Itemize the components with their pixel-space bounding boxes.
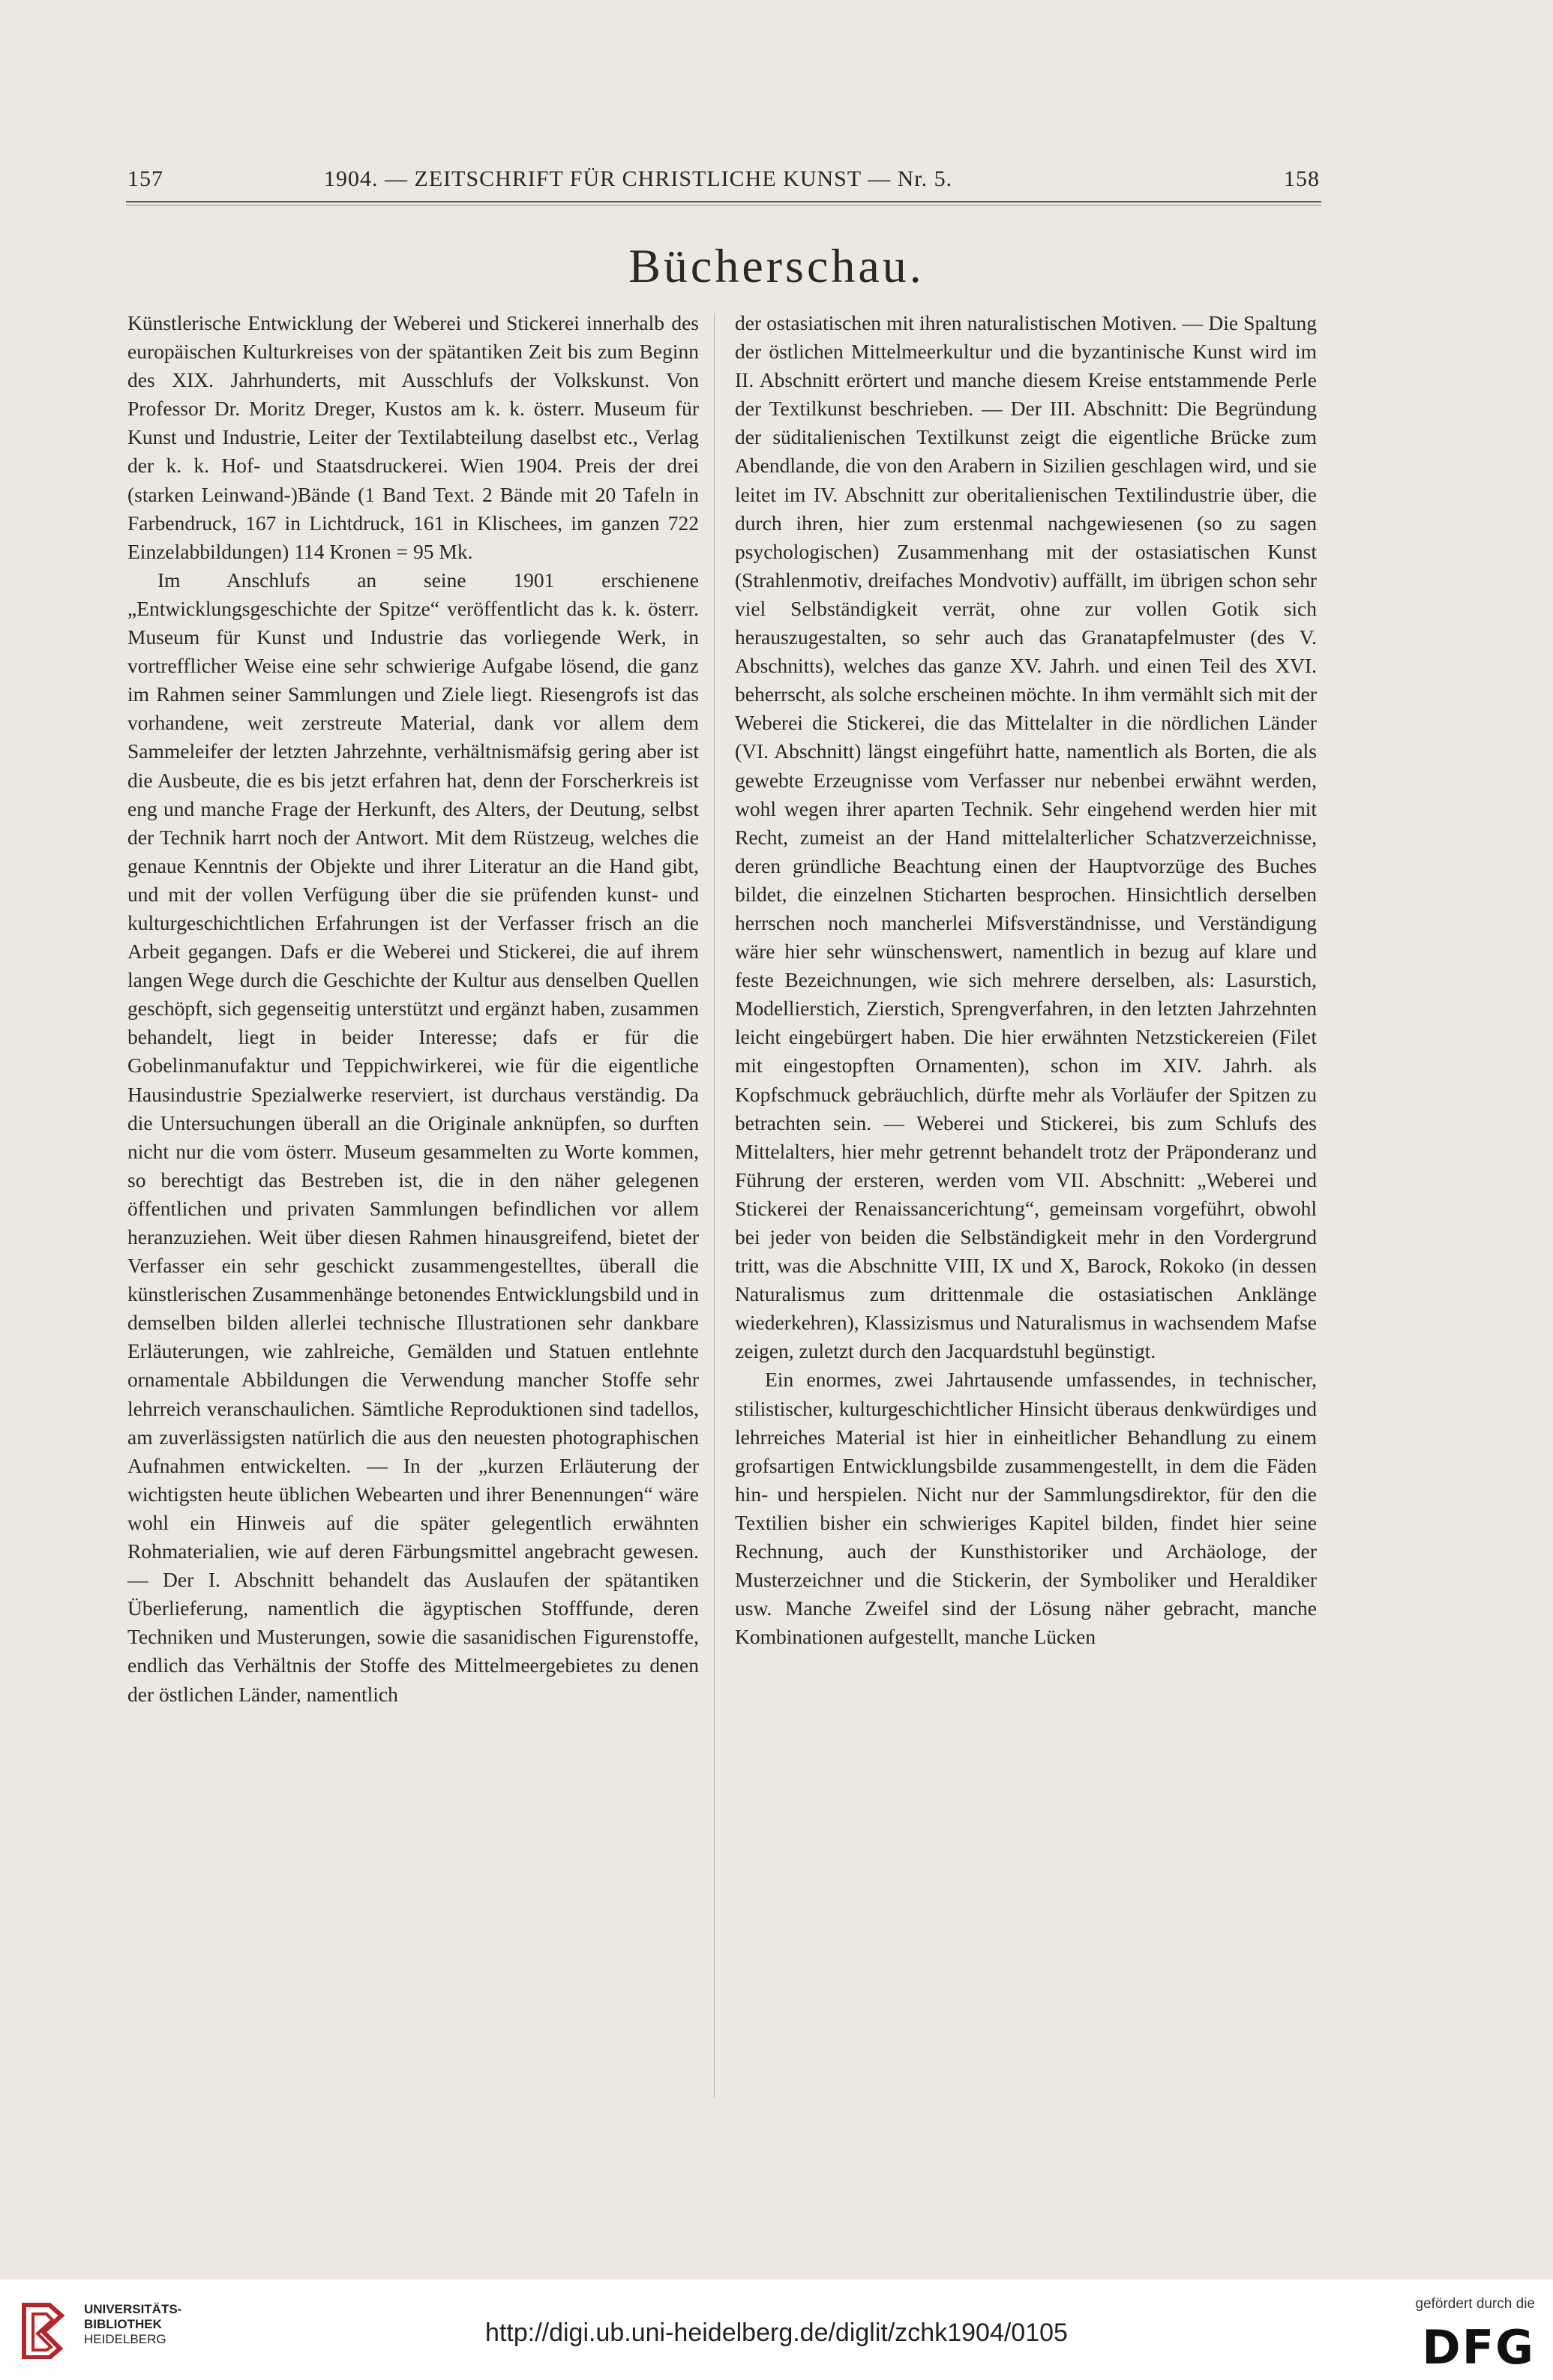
review-body-paragraph: Im Anschlufs an seine 1901 erschienene „Entwicklungsgeschichte der Spitze“ veröffentlicht das k. k. österr. Museum für Kunst und Industrie das vorliegende Werk, in vortrefflicher Weise eine sehr schwierige Aufgabe lösend, die ganz im Rahmen seiner Sammlungen und Ziele liegt. Riesengrofs ist das vorhandene, weit zerstreute Material, dank vor allem dem Sammeleifer der letzten Jahrzehnte, verhältnismäfsig gering aber ist die Ausbeute, die es bis jetzt erfahren hat, denn der Forscherkreis ist eng und manche Frage der Herkunft, des Alters, der Deutung, selbst der Technik harrt noch der Antwort. Mit dem Rüstzeug, welches die genaue Kenntnis der Objekte und ihrer Literatur an die Hand gibt, und mit der vollen Verfügung über die sie prüfenden kunst- und kulturgeschichtlichen Erfahrungen ist der Verfasser frisch an die Arbeit gegangen. Dafs er die Weberei und Stickerei, die auf ihrem langen Wege durch die Geschichte der Kultur aus denselben Quellen geschöpft, sich gegenseitig unterstützt und ergänzt haben, zusammen behandelt, liegt in beider Interesse; dafs er für die Gobelinmanufaktur und Teppichwirkerei, wie für die eigentliche Hausindustrie Spezialwerke reserviert, ist durchaus verständig. Da die Untersuchungen überall an die Originale anknüpfen, so durften nicht nur die vom österr. Museum gesammelten zu Worte kommen, so berechtigt das Bestreben ist, die in den näher gelegenen öffentlichen und privaten Sammlungen befindlichen vor allem heranzuziehen. Weit über diesen Rahmen hinausgreifend, bietet der Verfasser ein sehr geschickt zusammengestelltes, überall die künstlerischen Zusammenhänge betonendes Entwicklungsbild und in demselben bilden allerlei technische Illustrationen sehr dankbare Erläuterungen, wie zahlreiche, Gemälden und Statuen entlehnte ornamentale Abbildungen die Verwendung mancher Stoffe sehr lehrreich veranschaulichen. Sämtliche Reproduktionen sind tadellos, am zuverlässigsten natürlich die aus den neuesten photographischen Aufnahmen entwickelten. — In der „kurzen Erläuterung der wichtigsten heute üblichen Webearten und ihrer Benennungen“ wäre wohl ein Hinweis auf die später gelegentlich erwähnten Rohmaterialien, wie auf deren Färbungsmittel angebracht gewesen. — Der I. Abschnitt behandelt das Auslaufen der spätantiken Überlieferung, namentlich die ägyptischen Stofffunde, deren Techniken und Musterungen, sowie die sasanidischen Figurenstoffe, endlich das Verhältnis der Stoffe des Mittelmeergebietes zu denen der östlichen Länder, namentlich [127, 568, 699, 1706]
journal-title: 1904. — ZEITSCHRIFT FÜR CHRISTLICHE KUNST — Nr. 5. [324, 166, 953, 191]
library-name-line3: HEIDELBERG [84, 2332, 166, 2346]
funded-by-label: gefördert durch die [1415, 2296, 1535, 2312]
review-heading-paragraph: Künstlerische Entwicklung der Weberei und Stickerei innerhalb des europäischen Kulturkreises von der spätantiken Zeit bis zum Beginn des XIX. Jahrhunderts, mit Ausschlufs der Volkskunst. Von Professor Dr. Moritz Dreger, Kustos am k. k. österr. Museum für Kunst und Industrie, Leiter der Textilabteilung daselbst etc., Verlag der k. k. Hof- und Staatsdruckerei. Wien 1904. Preis der drei (starken Leinwand-)Bände (1 Band Text. 2 Bände mit 20 Tafeln in Farbendruck, 167 in Lichtdruck, 161 in Klischees, im ganzen 722 Einzelabbildungen) 114 Kronen = 95 Mk. [127, 311, 699, 563]
library-name-line2: BIBLIOTHEK [84, 2317, 162, 2331]
dfg-logo: DFG [1422, 2320, 1535, 2375]
page-number-left: 157 [127, 166, 163, 191]
column-divider [714, 313, 715, 2098]
page-number-right: 158 [1284, 166, 1320, 191]
review-continuation-paragraph: der ostasiatischen mit ihren naturalistischen Motiven. — Die Spaltung der östlichen Mittelmeerkultur und die byzantinische Kunst wird im II. Abschnitt erörtert und manche diesem Kreise entstammende Perle der Textilkunst beschrieben. — Der III. Abschnitt: Die Begründung der süditalienischen Textilkunst zeigt die eigentliche Brücke zum Abendlande, die von den Arabern in Sizilien geschlagen wird, und sie leitet im IV. Abschnitt zur oberitalienischen Textilindustrie über, die durch ihren, hier zum erstenmal nachgewiesenen (so zu sagen psychologischen) Zusammenhang mit der ostasiatischen Kunst (Strahlenmotiv, dreifaches Mondvotiv) auffällt, im übrigen schon sehr viel Selbständigkeit verrät, ohne zur vollen Gotik sich herauszugestalten, so sehr auch das Granatapfelmuster (des V. Abschnitts), welches das ganze XV. Jahrh. und einen Teil des XVI. beherrscht, als solche erscheinen möchte. In ihm vermählt sich mit der Weberei die Stickerei, die das Mittelalter in die nördlichen Länder (VI. Abschnitt) längst eingeführt hatte, namentlich als Borten, die als gewebte Erzeugnisse vom Verfasser nur nebenbei erwähnt werden, wohl wegen ihrer aparten Technik. Sehr eingehend werden hier mit Recht, zumeist an der Hand mittelalterlicher Schatzverzeichnisse, deren gründliche Beachtung einen der Hauptvorzüge des Buches bildet, die einzelnen Sticharten besprochen. Hinsichtlich derselben herrschen noch mancherlei Mifsverständnisse, und Verständigung wäre hier sehr wünschenswert, namentlich in bezug auf klare und feste Bezeichnungen, wie sich mehrere derselben, als: Lasurstich, Modellierstich, Zierstich, Sprengverfahren, in den letzten Jahrzehnten leicht eingebürgert haben. Die hier erwähnten Netzstickereien (Filet mit eingestopften Ornamenten), schon im XIV. Jahrh. als Kopfschmuck gebräuchlich, dürfte mehr als Vorläufer der Spitzen zu betrachten sein. — Weberei und Stickerei, bis zum Schlufs des Mittelalters, hier mehr getrennt behandelt trotz der Präponderanz und Führung der ersteren, werden vom VII. Abschnitt: „Weberei und Stickerei der Renaissancerichtung“, gemeinsam vorgeführt, obwohl bei jeder von beiden die Selbständigkeit mehr in den Vordergrund tritt, was die Abschnitte VIII, IX und X, Barock, Rokoko (in dessen Naturalismus zum drittenmale die ostasiatischen Anklänge wiederkehren), Klassizismus und Naturalismus in wachsendem Mafse zeigen, zuletzt durch den Jacquardstuhl begünstigt. [735, 311, 1317, 1363]
review-closing-paragraph: Ein enormes, zwei Jahrtausende umfassendes, in technischer, stilistischer, kulturgeschichtlicher Hinsicht überaus denkwürdiges und lehrreiches Material ist hier in einheitlicher Behandlung zu einem grofsartigen Entwicklungsbilde zusammengestellt, in dem die Fäden hin- und herspielen. Nicht nur der Sammlungsdirektor, für den die Textilien bisher ein schwieriges Kapitel bilden, findet hier seine Rechnung, auch der Kunsthistoriker und Archäologe, der Musterzeichner und die Stickerin, der Symboliker und Heraldiker usw. Manche Zweifel sind der Lösung näher gebracht, manche Kombinationen aufgestellt, manche Lücken [735, 1368, 1317, 1649]
left-column [127, 309, 699, 1709]
running-head [127, 166, 1320, 199]
library-name-line1: UNIVERSITÄTS- [84, 2302, 182, 2316]
permalink-url[interactable]: http://digi.ub.uni-heidelberg.de/diglit/zchk1904/0105 [485, 2319, 1068, 2347]
digitization-footer [0, 2280, 1553, 2380]
section-title: Bücherschau. [628, 239, 925, 292]
right-column [735, 309, 1317, 1651]
header-rule [126, 201, 1321, 202]
